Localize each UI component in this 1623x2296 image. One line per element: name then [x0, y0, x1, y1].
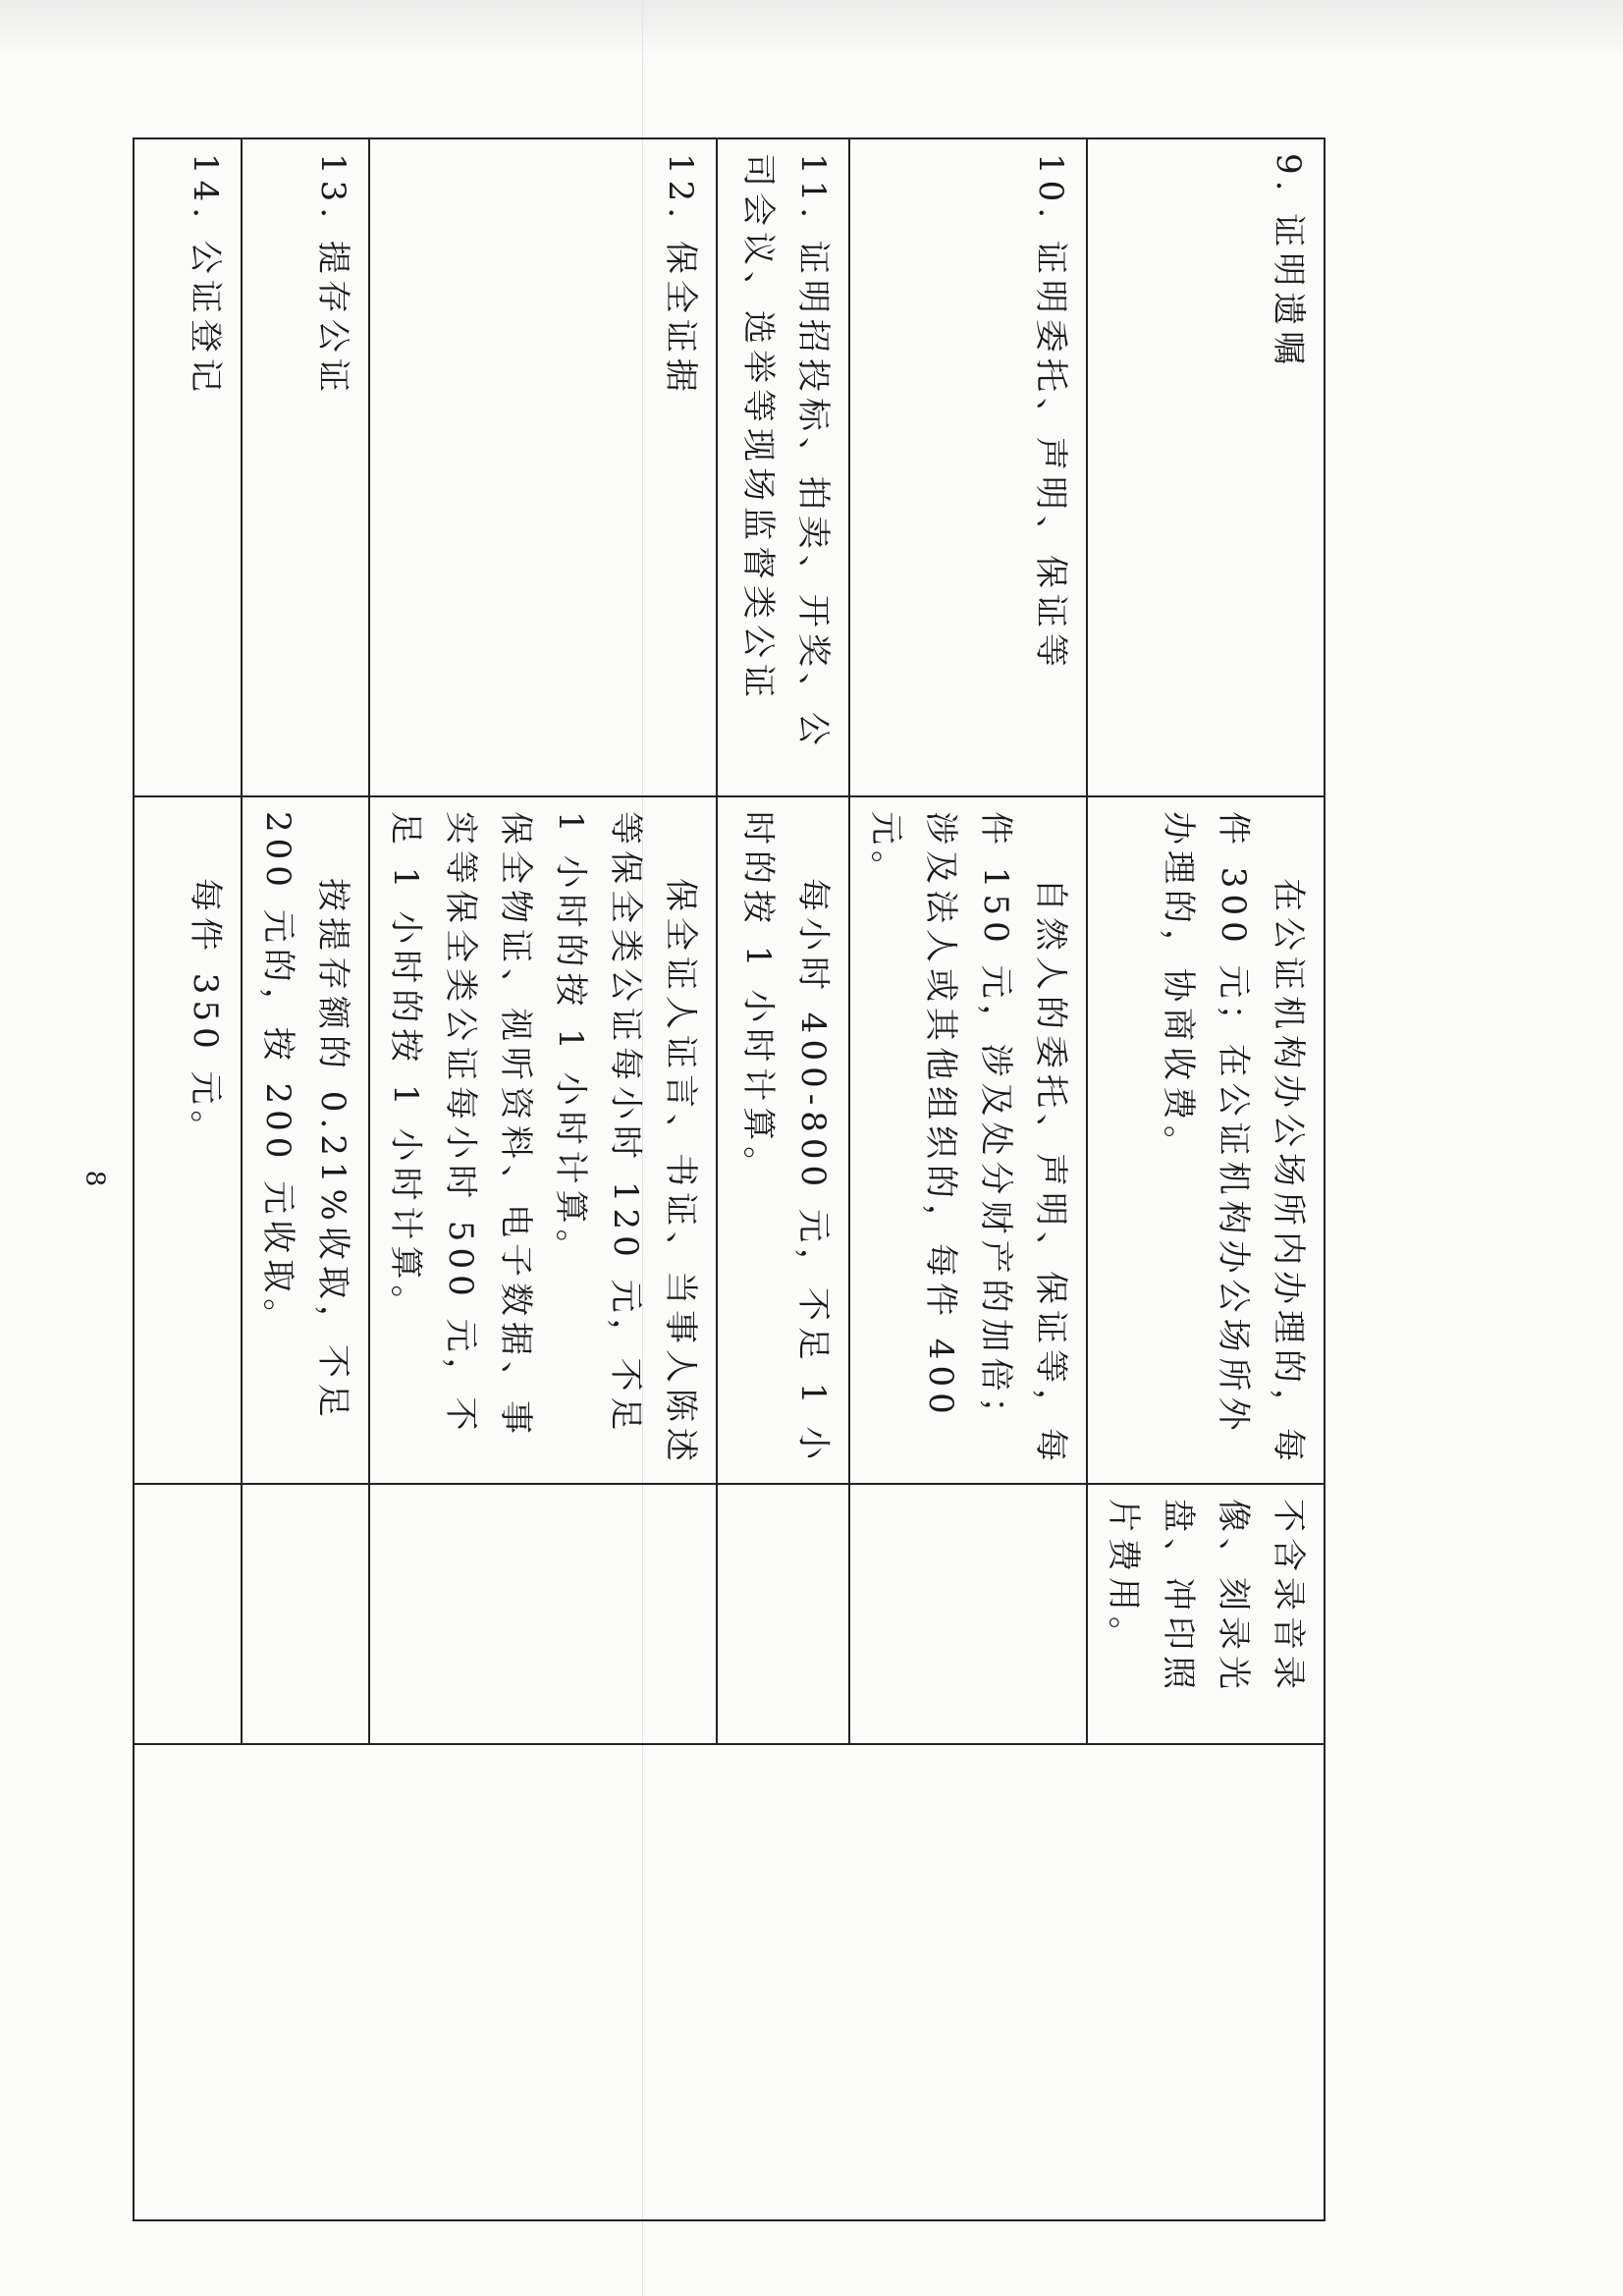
- rotated-page-content: [186, 137, 1325, 2102]
- item-cell: [134, 138, 242, 796]
- item-cell: [369, 138, 717, 796]
- fee-cell: [369, 796, 717, 1484]
- item-text: 13. 提存公证: [313, 153, 352, 398]
- fee-text: 每件 350 元。: [186, 878, 225, 1150]
- note-cell: [717, 1484, 849, 1744]
- fee-cell: [242, 796, 369, 1484]
- scan-shading: [0, 0, 1623, 59]
- note-cell: [134, 1484, 242, 1744]
- note-cell: [1087, 1484, 1325, 1744]
- item-text: 12. 保全证据: [661, 153, 700, 398]
- note-cell: [369, 1484, 717, 1744]
- blank-cell: [134, 1744, 1325, 2220]
- item-text: 10. 证明委托、声明、保证等: [1031, 153, 1070, 673]
- fee-text: 自然人的委托、声明、保证等，每件 150 元，涉及处分财产的加倍；涉及法人或其他组织的，每件 400 元。: [866, 811, 1070, 1467]
- item-cell: [242, 138, 369, 796]
- fee-cell: [134, 796, 242, 1484]
- fee-text: 每小时 400-800 元，不足 1 小时的按 1 小时计算。: [738, 811, 833, 1466]
- note-text: 不含录音录像、刻录光盘、冲印照片费用。: [1104, 1499, 1308, 1695]
- item-cell: [1087, 138, 1325, 796]
- table-row: [1087, 138, 1325, 2220]
- item-text: 14. 公证登记: [186, 153, 225, 398]
- note-cell: [242, 1484, 369, 1744]
- fee-text: 按提存额的 0.21%收取，不足 200 元的，按 200 元收取。: [258, 811, 352, 1440]
- notary-fee-table: [133, 137, 1325, 2221]
- fee-text: 在公证机构办公场所内办理的，每件 300 元；在公证机构办公场所外办理的，协商收费。: [1159, 811, 1308, 1467]
- item-text: 9. 证明遗嘱: [1269, 153, 1308, 371]
- fee-text: 保全证人证言、书证、当事人陈述等保全类公证每小时 120 元，不足 1 小时的按 1 小时计算。 保全物证、视听资料、电子数据、事实等保全类公证每小时 500 元，不足 1 小时的按 1 小时计算。: [386, 811, 700, 1467]
- fee-cell: [849, 796, 1087, 1484]
- item-text: 11. 证明招投标、拍卖、开奖、公司会议、选举等现场监督类公证: [738, 153, 833, 751]
- item-cell: [717, 138, 849, 796]
- item-cell: [849, 138, 1087, 796]
- note-cell: [849, 1484, 1087, 1744]
- page-number: 8: [80, 1170, 110, 1187]
- fee-cell: [1087, 796, 1325, 1484]
- fee-cell: [717, 796, 849, 1484]
